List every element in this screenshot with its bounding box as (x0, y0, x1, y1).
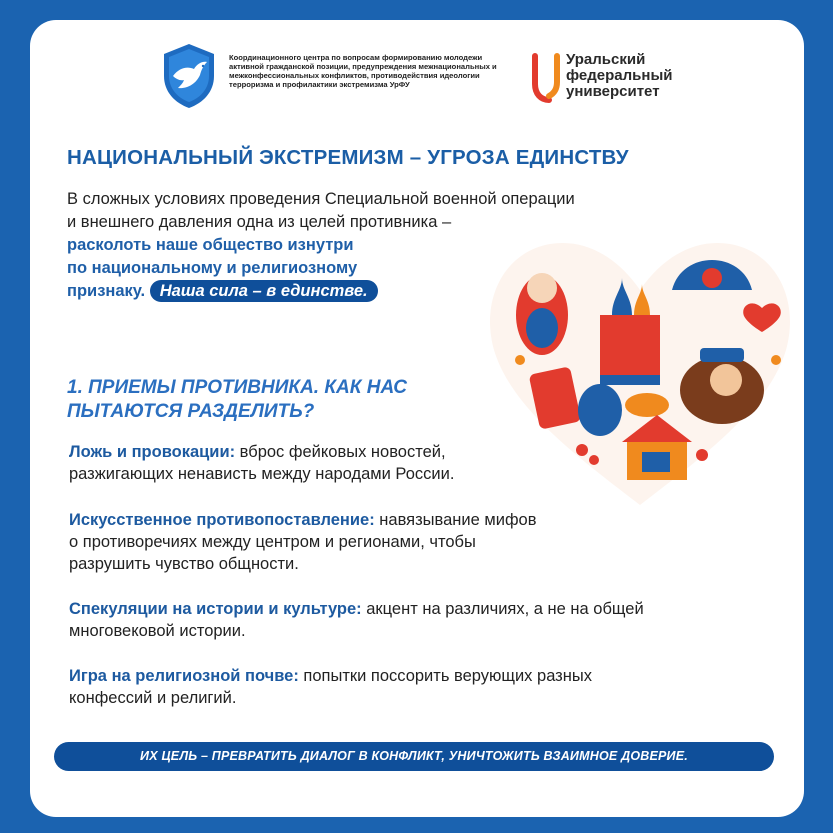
urfu-line-1: Уральский (566, 51, 646, 68)
item-term: Игра на религиозной почве: (69, 667, 299, 685)
heart-collage-icon (482, 220, 798, 510)
dove-shield-icon (161, 42, 217, 110)
intro-line-1: В сложных условиях проведения Специальной военной операции (67, 190, 575, 208)
unity-pill: Наша сила – в единстве. (150, 280, 378, 302)
item-text: навязывание мифов (374, 511, 537, 529)
item-text: вброс фейковых новостей, (235, 443, 446, 461)
list-item (69, 598, 644, 642)
item-term: Ложь и провокации: (69, 443, 236, 461)
section-title-line-1: 1. ПРИЕМЫ ПРОТИВНИКА. КАК НАС (67, 377, 407, 398)
poster-card (30, 20, 804, 817)
urfu-line-2: федеральный (566, 67, 673, 84)
urfu-u-logo-icon (529, 52, 563, 104)
item-text: акцент на различиях, а не на общей (361, 600, 644, 618)
coordination-center-text: Координационного центра по вопросам формированию молодежи активной гражданской позиции, предупреждения межнациональных и межконфессиональных конфликтов, противодействия идеологии терроризма и профилактики экстремизма УрФУ (229, 53, 497, 89)
item-text: разжигающих ненависть между народами России. (69, 465, 455, 483)
item-text: конфессий и религий. (69, 689, 237, 707)
item-text: многовековой истории. (69, 622, 246, 640)
page-title: НАЦИОНАЛЬНЫЙ ЭКСТРЕМИЗМ – УГРОЗА ЕДИНСТВУ (67, 146, 629, 169)
urfu-name (566, 52, 696, 100)
goal-banner: ИХ ЦЕЛЬ – ПРЕВРАТИТЬ ДИАЛОГ В КОНФЛИКТ, УНИЧТОЖИТЬ ВЗАИМНОЕ ДОВЕРИЕ. (54, 742, 774, 771)
item-text: попытки поссорить верующих разных (298, 667, 592, 685)
section-title (67, 376, 487, 424)
item-text: разрушить чувство общности. (69, 555, 299, 573)
intro-highlight-3: признаку. (67, 282, 146, 300)
item-term: Искусственное противопоставление: (69, 511, 375, 529)
list-item (69, 441, 454, 485)
list-item (69, 509, 536, 575)
intro-highlight-1: расколоть наше общество изнутри (67, 236, 354, 254)
item-term: Спекуляции на истории и культуре: (69, 600, 362, 618)
list-item (69, 665, 592, 709)
urfu-line-3: университет (566, 83, 660, 100)
intro-highlight-2: по национальному и религиозному (67, 259, 358, 277)
item-text: о противоречиях между центром и регионами, чтобы (69, 533, 476, 551)
section-title-line-2: ПЫТАЮТСЯ РАЗДЕЛИТЬ? (67, 401, 315, 422)
intro-line-2: и внешнего давления одна из целей противника – (67, 213, 452, 231)
